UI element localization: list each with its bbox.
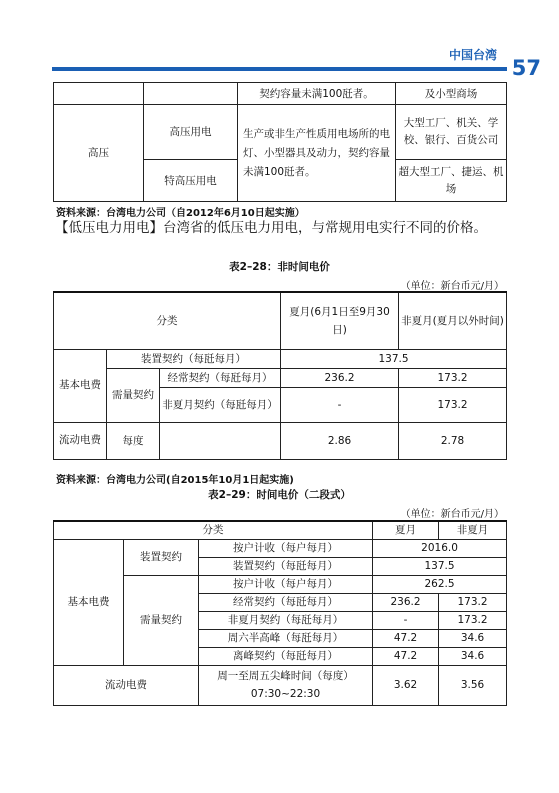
- table-cell: 需量契约: [124, 575, 199, 665]
- table-cell: 按户计收（每户每月）: [199, 539, 373, 557]
- page-number: 57: [511, 56, 541, 80]
- table-cell: 173.2: [399, 368, 507, 387]
- table-cell: -: [281, 387, 399, 422]
- table-cell: 基本电费: [54, 539, 124, 665]
- header-cell: 非夏月: [439, 521, 507, 539]
- table-cell: 非夏月契约（每瓩每月）: [160, 387, 281, 422]
- table-cell: 262.5: [373, 575, 507, 593]
- unit-note: （单位：新台币元/月）: [400, 281, 504, 292]
- table-cell: 3.62: [373, 665, 439, 705]
- table-cell: 离峰契约（每瓩每月）: [199, 647, 373, 665]
- table-cell: 超大型工厂、捷运、机场: [396, 160, 507, 202]
- table-cell: 137.5: [373, 557, 507, 575]
- header-cell: 夏月: [373, 521, 439, 539]
- table-cell: 装置契约（每瓩每月）: [199, 557, 373, 575]
- table-caption: 表2–28：非时间电价: [229, 261, 330, 273]
- table-cell: 34.6: [439, 629, 507, 647]
- table-cell: 特高压用电: [144, 160, 238, 202]
- table-continued: [53, 82, 507, 202]
- header-rule: [52, 67, 507, 71]
- table-cell: 契约容量未满100瓩者。: [238, 83, 396, 105]
- table-cell: 2.78: [399, 422, 507, 459]
- table-cell: 需量契约: [107, 368, 160, 422]
- table-cell: 236.2: [373, 593, 439, 611]
- table-cell: [144, 83, 238, 105]
- table-cell: 3.56: [439, 665, 507, 705]
- table-cell: 经常契约（每瓩每月）: [199, 593, 373, 611]
- source-note: 资料来源：台湾电力公司(自2015年10月1日起实施): [56, 475, 294, 486]
- unit-note: （单位：新台币元/月）: [400, 509, 504, 520]
- header-cell: 分类: [54, 292, 281, 349]
- table-cell: 基本电费: [54, 349, 107, 422]
- table-cell: 经常契约（每瓩每月）: [160, 368, 281, 387]
- table-cell: 装置契约: [124, 539, 199, 575]
- table-cell: 173.2: [439, 611, 507, 629]
- chapter-title: 中国台湾: [448, 48, 497, 62]
- table-cell: 大型工厂、机关、学校、银行、百货公司: [396, 105, 507, 160]
- table-cell: 137.5: [281, 349, 507, 368]
- table-cell: 按户计收（每户每月）: [199, 575, 373, 593]
- table-cell: 236.2: [281, 368, 399, 387]
- table-cell: [54, 83, 144, 105]
- table-non-time-price: [53, 291, 507, 460]
- header-cell: 分类: [54, 521, 373, 539]
- table-cell: 非夏月契约（每瓩每月）: [199, 611, 373, 629]
- table-cell: 周六半高峰（每瓩每月）: [199, 629, 373, 647]
- table-cell: 47.2: [373, 647, 439, 665]
- table-cell: 流动电费: [54, 665, 199, 705]
- header-cell: 非夏月(夏月以外时间): [399, 292, 507, 349]
- table-cell: -: [373, 611, 439, 629]
- table-cell: 周一至周五尖峰时间（每度）07:30~22:30: [199, 665, 373, 705]
- paragraph: 【低压电力用电】台湾省的低压电力用电，与常规用电实行不同的价格。: [55, 220, 487, 236]
- table-cell: 47.2: [373, 629, 439, 647]
- table-cell: 2016.0: [373, 539, 507, 557]
- table-cell: 173.2: [439, 593, 507, 611]
- category-cell: 高压: [54, 105, 144, 202]
- source-note: 资料来源：台湾电力公司（自2012年6月10日起实施）: [56, 208, 305, 219]
- table-cell: 装置契约（每瓩每月）: [107, 349, 281, 368]
- table-cell: 及小型商场: [396, 83, 507, 105]
- table-cell: 173.2: [399, 387, 507, 422]
- table-cell: 34.6: [439, 647, 507, 665]
- table-cell: 流动电费: [54, 422, 107, 459]
- table-cell: 生产或非生产性质用电场所的电灯、小型器具及动力，契约容量未满100瓩者。: [238, 105, 396, 202]
- table-caption: 表2–29：时间电价（二段式）: [208, 489, 351, 501]
- table-cell: 高压用电: [144, 105, 238, 160]
- table-cell: 每度: [107, 422, 160, 459]
- table-cell: 2.86: [281, 422, 399, 459]
- header-cell: 夏月(6月1日至9月30日): [281, 292, 399, 349]
- table-cell: [160, 422, 281, 459]
- table-time-price: [53, 520, 507, 706]
